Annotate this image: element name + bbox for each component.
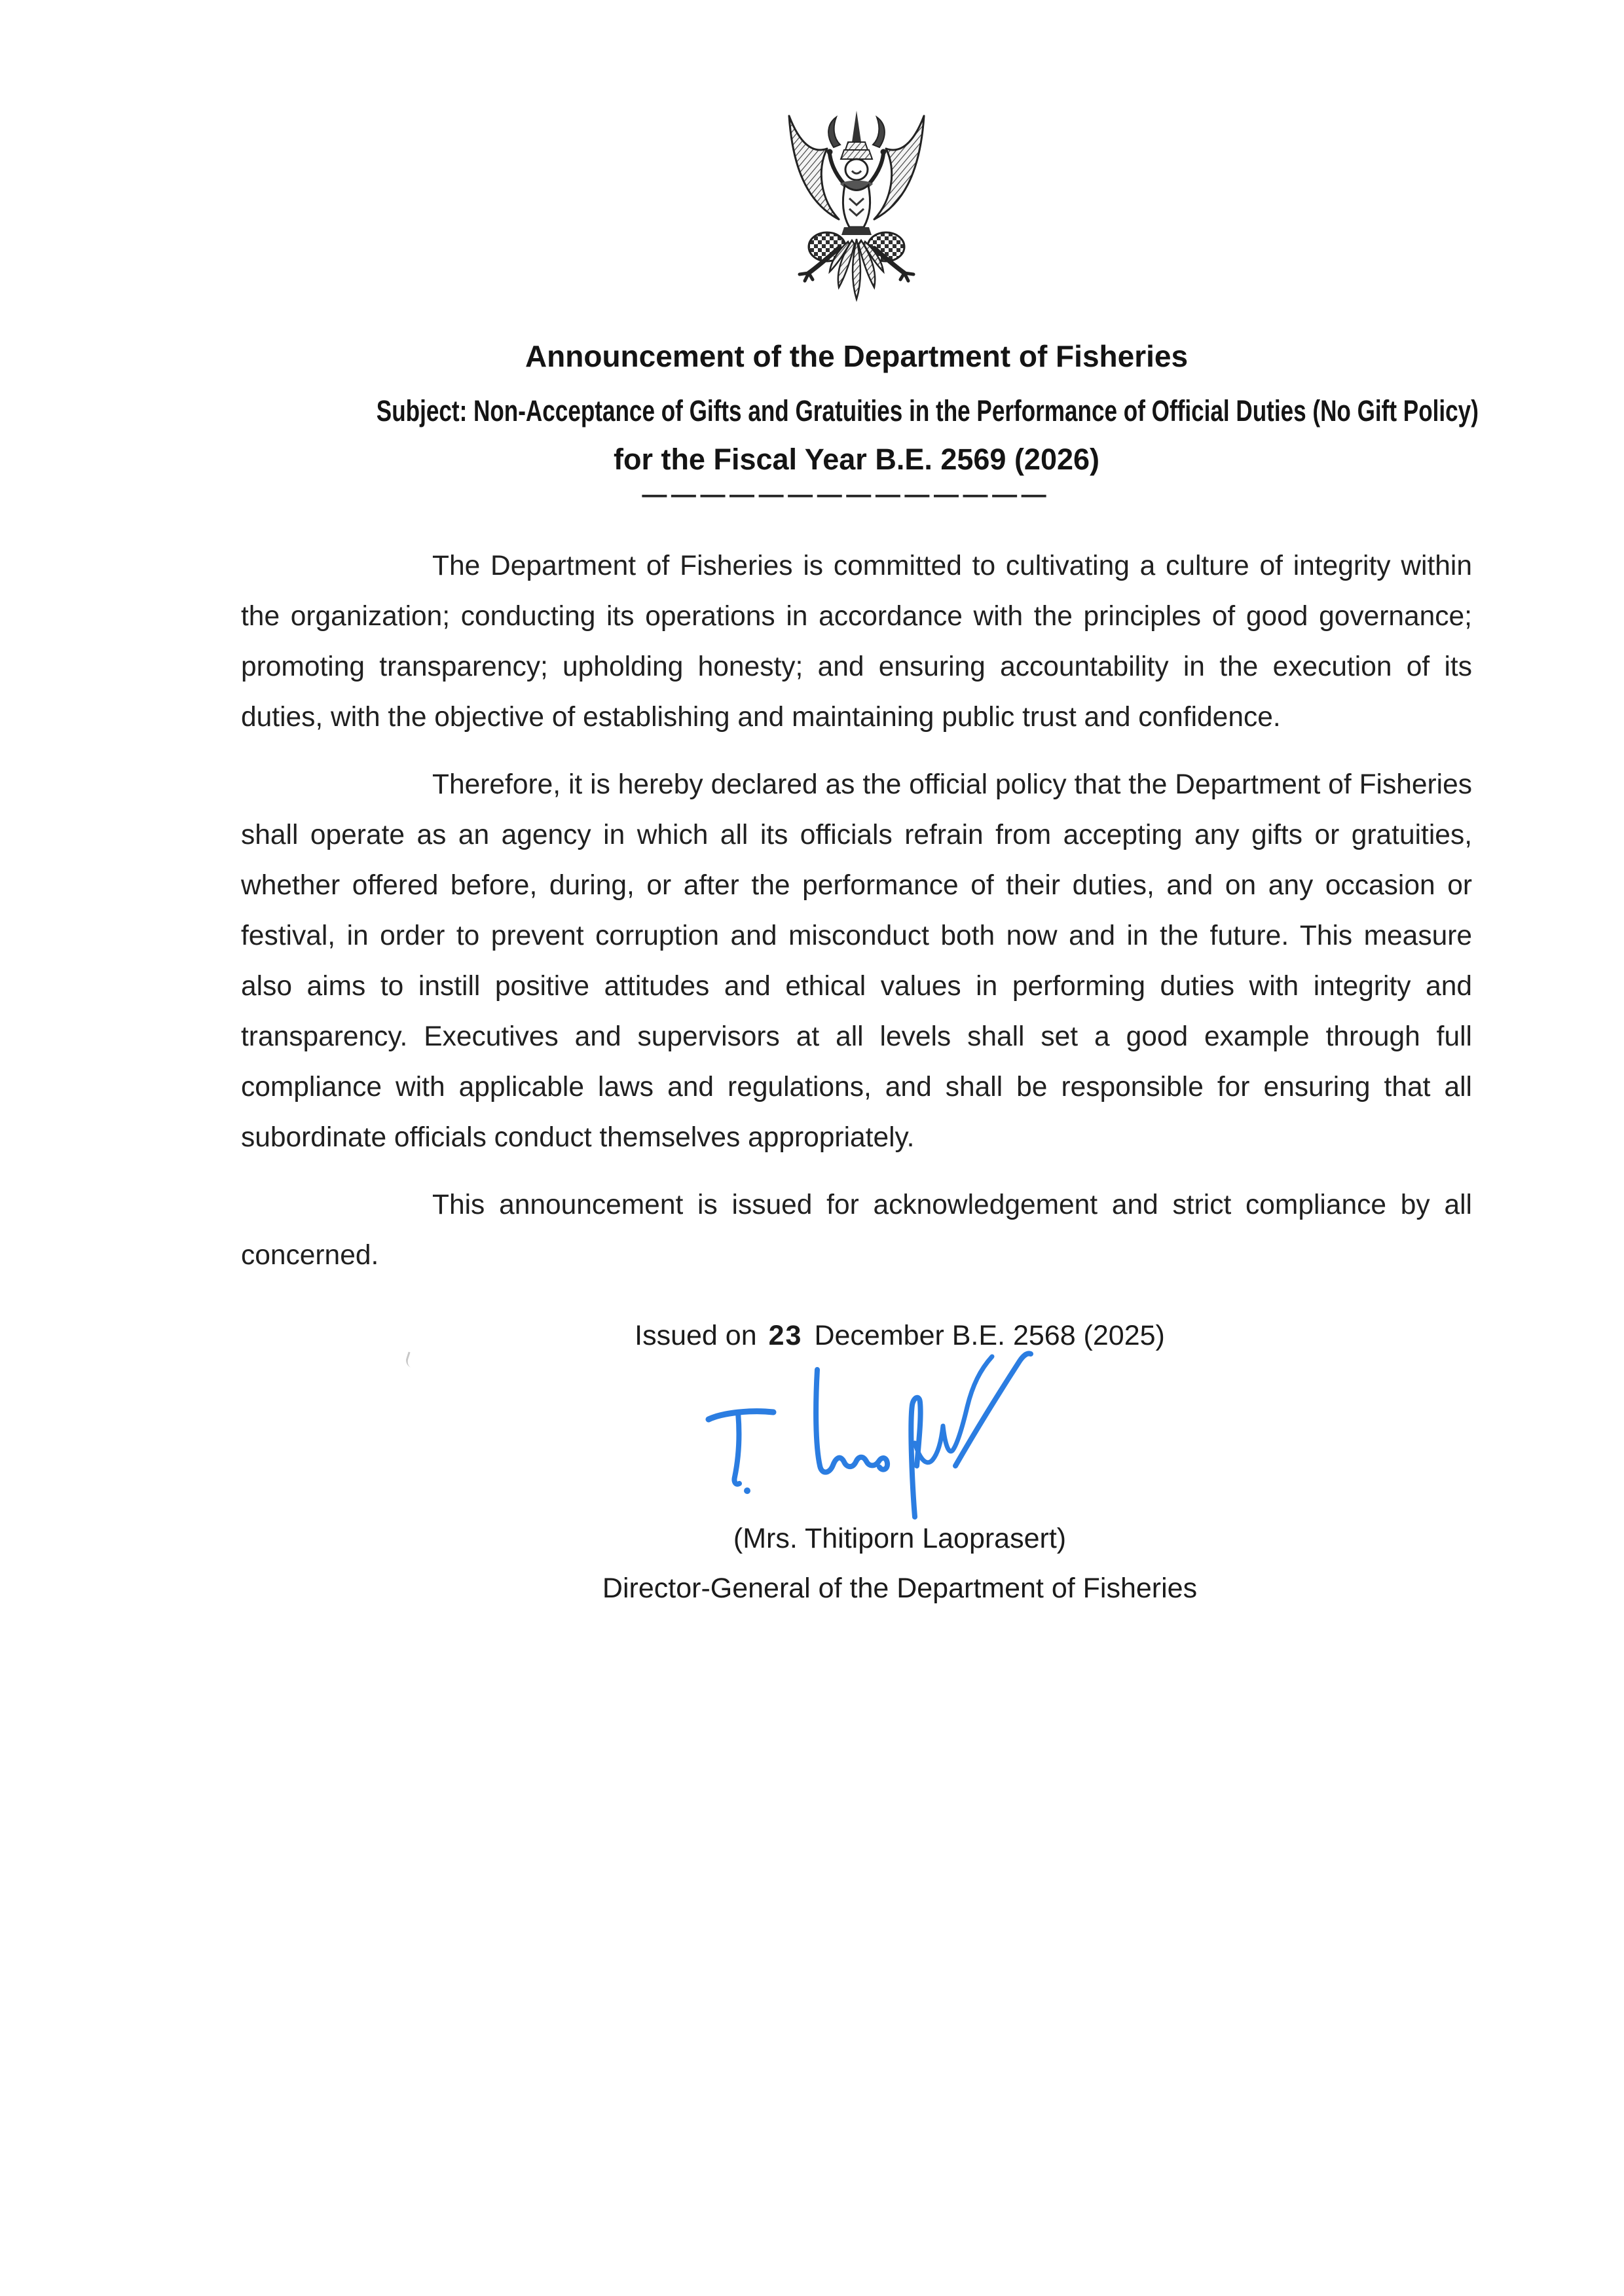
signatory-name: (Mrs. Thitiporn Laoprasert) (733, 1523, 1067, 1554)
paragraph-policy: Therefore, it is hereby declared as the official policy that the Department of Fisheries shall operate as an agency in which all its officials refrain from accepting any gifts or gratuities, whether offered before, during, or after the performance of their duties, and on any occasion or festival, in order to prevent corruption and misconduct both now and in the future. This measure also aims to instill positive attitudes and ethical values in performing duties with integrity and transparency. Executives and supervisors at all levels shall set a good example through full compliance with applicable laws and regulations, and shall be responsible for ensuring that all subordinate officials conduct themselves appropriately. (241, 769, 1472, 1153)
announcement-title: Announcement of the Department of Fisheries (525, 339, 1189, 373)
issued-day: 23 (768, 1320, 803, 1351)
dashed-separator: — — — — — — — — — — — — — — (642, 481, 1045, 509)
handwritten-signature (691, 1337, 1058, 1540)
issued-rest: December B.E. 2568 (2025) (814, 1320, 1165, 1351)
subject-line: Subject: Non-Acceptance of Gifts and Gratuities in the Performance of Official Duties (No Gift Policy) (376, 394, 1479, 428)
document-heading (241, 337, 1479, 509)
garuda-emblem-icon (771, 107, 942, 303)
emblem-container (241, 107, 1472, 306)
signatory-title: Director-General of the Department of Fisheries (602, 1573, 1198, 1604)
paragraph-compliance: This announcement is issued for acknowledgement and strict compliance by all concerned. (241, 1190, 1472, 1271)
paragraph-commitment: The Department of Fisheries is committed to cultivating a culture of integrity within the organization; conducting its operations in accordance with the principles of good governance; promoting transparency; upholding honesty; and ensuring accountability in the execution of its duties, with the objective of establishing and maintaining public trust and confidence. (241, 551, 1472, 733)
signatory-block (241, 1514, 1472, 1613)
document-body (241, 541, 1472, 1281)
issued-prefix: Issued on (635, 1320, 757, 1351)
fiscal-year-line: for the Fiscal Year B.E. 2569 (2026) (613, 443, 1100, 476)
